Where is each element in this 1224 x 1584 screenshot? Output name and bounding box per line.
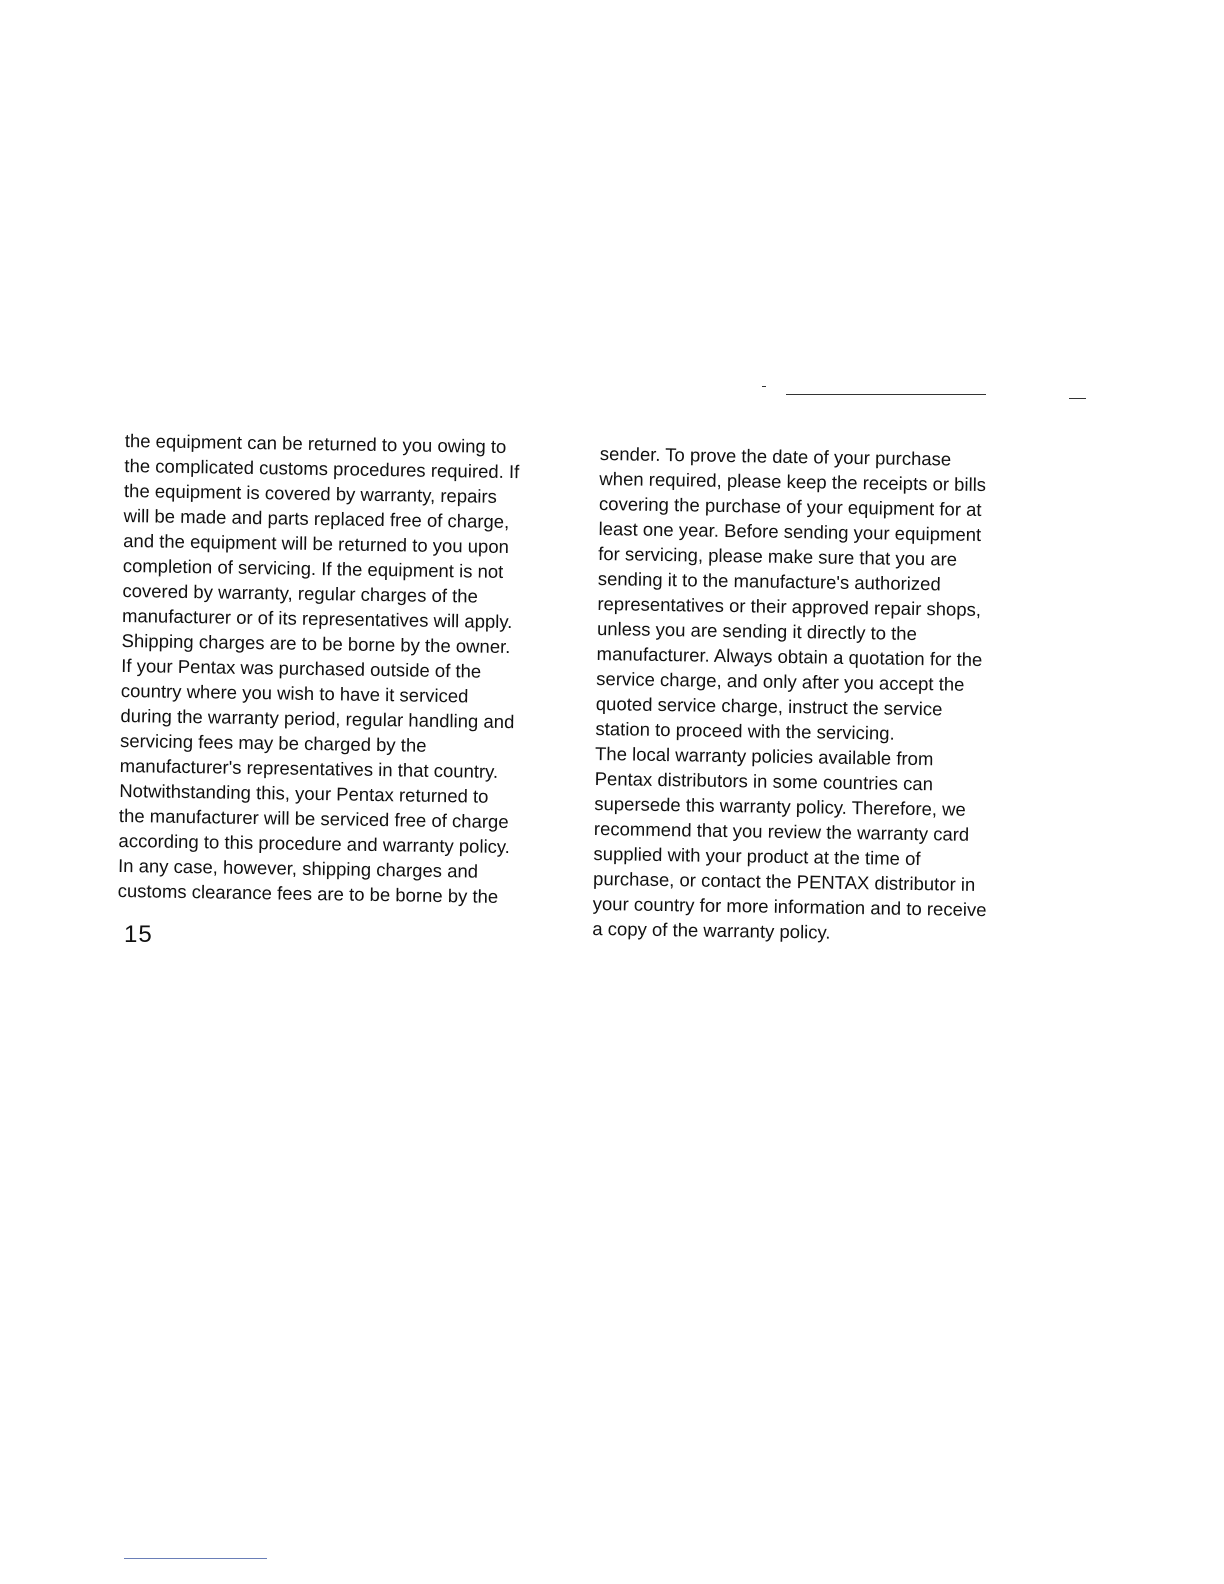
text-line: the complicated customs procedures required. If xyxy=(124,454,520,483)
text-line: unless you are sending it directly to the xyxy=(596,617,918,644)
right-text-column xyxy=(592,441,1045,948)
text-line: The local warranty policies available from xyxy=(594,742,934,770)
text-line: If your Pentax was purchased outside of the xyxy=(121,654,482,682)
text-line: purchase, or contact the PENTAX distributor in xyxy=(592,867,976,895)
text-line: covering the purchase of your equipment for at xyxy=(598,492,982,520)
left-text-column xyxy=(118,428,570,910)
text-line: will be made and parts replaced free of charge, xyxy=(123,504,510,533)
header-rule-short xyxy=(1069,398,1086,399)
text-line: your country for more information and to receive xyxy=(592,892,987,921)
text-line: during the warranty period, regular handling and xyxy=(120,704,515,733)
text-line: station to proceed with the servicing. xyxy=(595,717,895,744)
text-line: covered by warranty, regular charges of the xyxy=(122,579,479,607)
text-line: manufacturer's representatives in that country. xyxy=(119,754,499,782)
text-line: the equipment can be returned to you owing to xyxy=(124,429,507,457)
page-number: 15 xyxy=(124,921,153,948)
text-line: servicing fees may be charged by the xyxy=(119,729,427,756)
text-line: for servicing, please make sure that you are xyxy=(598,542,958,570)
text-line: service charge, and only after you accept the xyxy=(596,667,965,695)
text-line: supplied with your product at the time of xyxy=(593,842,921,870)
text-line: quoted service charge, instruct the service xyxy=(595,692,943,720)
text-line: sender. To prove the date of your purchase xyxy=(599,442,952,470)
text-line: when required, please keep the receipts or bills xyxy=(599,467,987,496)
text-line: and the equipment will be returned to you upon xyxy=(123,529,510,558)
text-line: representatives or their approved repair shops, xyxy=(597,592,982,621)
text-line: manufacturer. Always obtain a quotation for the xyxy=(596,642,983,671)
text-line: least one year. Before sending your equipment xyxy=(598,517,982,545)
text-line: completion of servicing. If the equipment is not xyxy=(122,554,504,582)
text-line: the equipment is covered by warranty, repairs xyxy=(123,479,498,507)
footer-rule xyxy=(124,1558,267,1559)
text-line: Notwithstanding this, your Pentax returned to xyxy=(119,779,489,807)
text-line: supersede this warranty policy. Therefore, we xyxy=(594,792,966,820)
text-line: a copy of the warranty policy. xyxy=(592,917,831,943)
header-rule xyxy=(786,394,986,395)
text-line: recommend that you review the warranty card xyxy=(593,817,970,845)
text-line: country where you wish to have it serviced xyxy=(120,679,469,707)
text-line: In any case, however, shipping charges and xyxy=(117,854,479,882)
text-line: the manufacturer will be serviced free of charge xyxy=(118,804,509,833)
text-line: manufacturer or of its representatives will apply. xyxy=(121,604,513,633)
text-line: customs clearance fees are to be borne by the xyxy=(117,879,499,907)
header-rule-mark xyxy=(762,386,766,387)
text-line: sending it to the manufacture's authorized xyxy=(597,567,941,595)
text-line: Shipping charges are to be borne by the owner. xyxy=(121,629,511,658)
text-line: according to this procedure and warranty policy. xyxy=(118,829,511,858)
text-line: Pentax distributors in some countries can xyxy=(594,767,934,795)
